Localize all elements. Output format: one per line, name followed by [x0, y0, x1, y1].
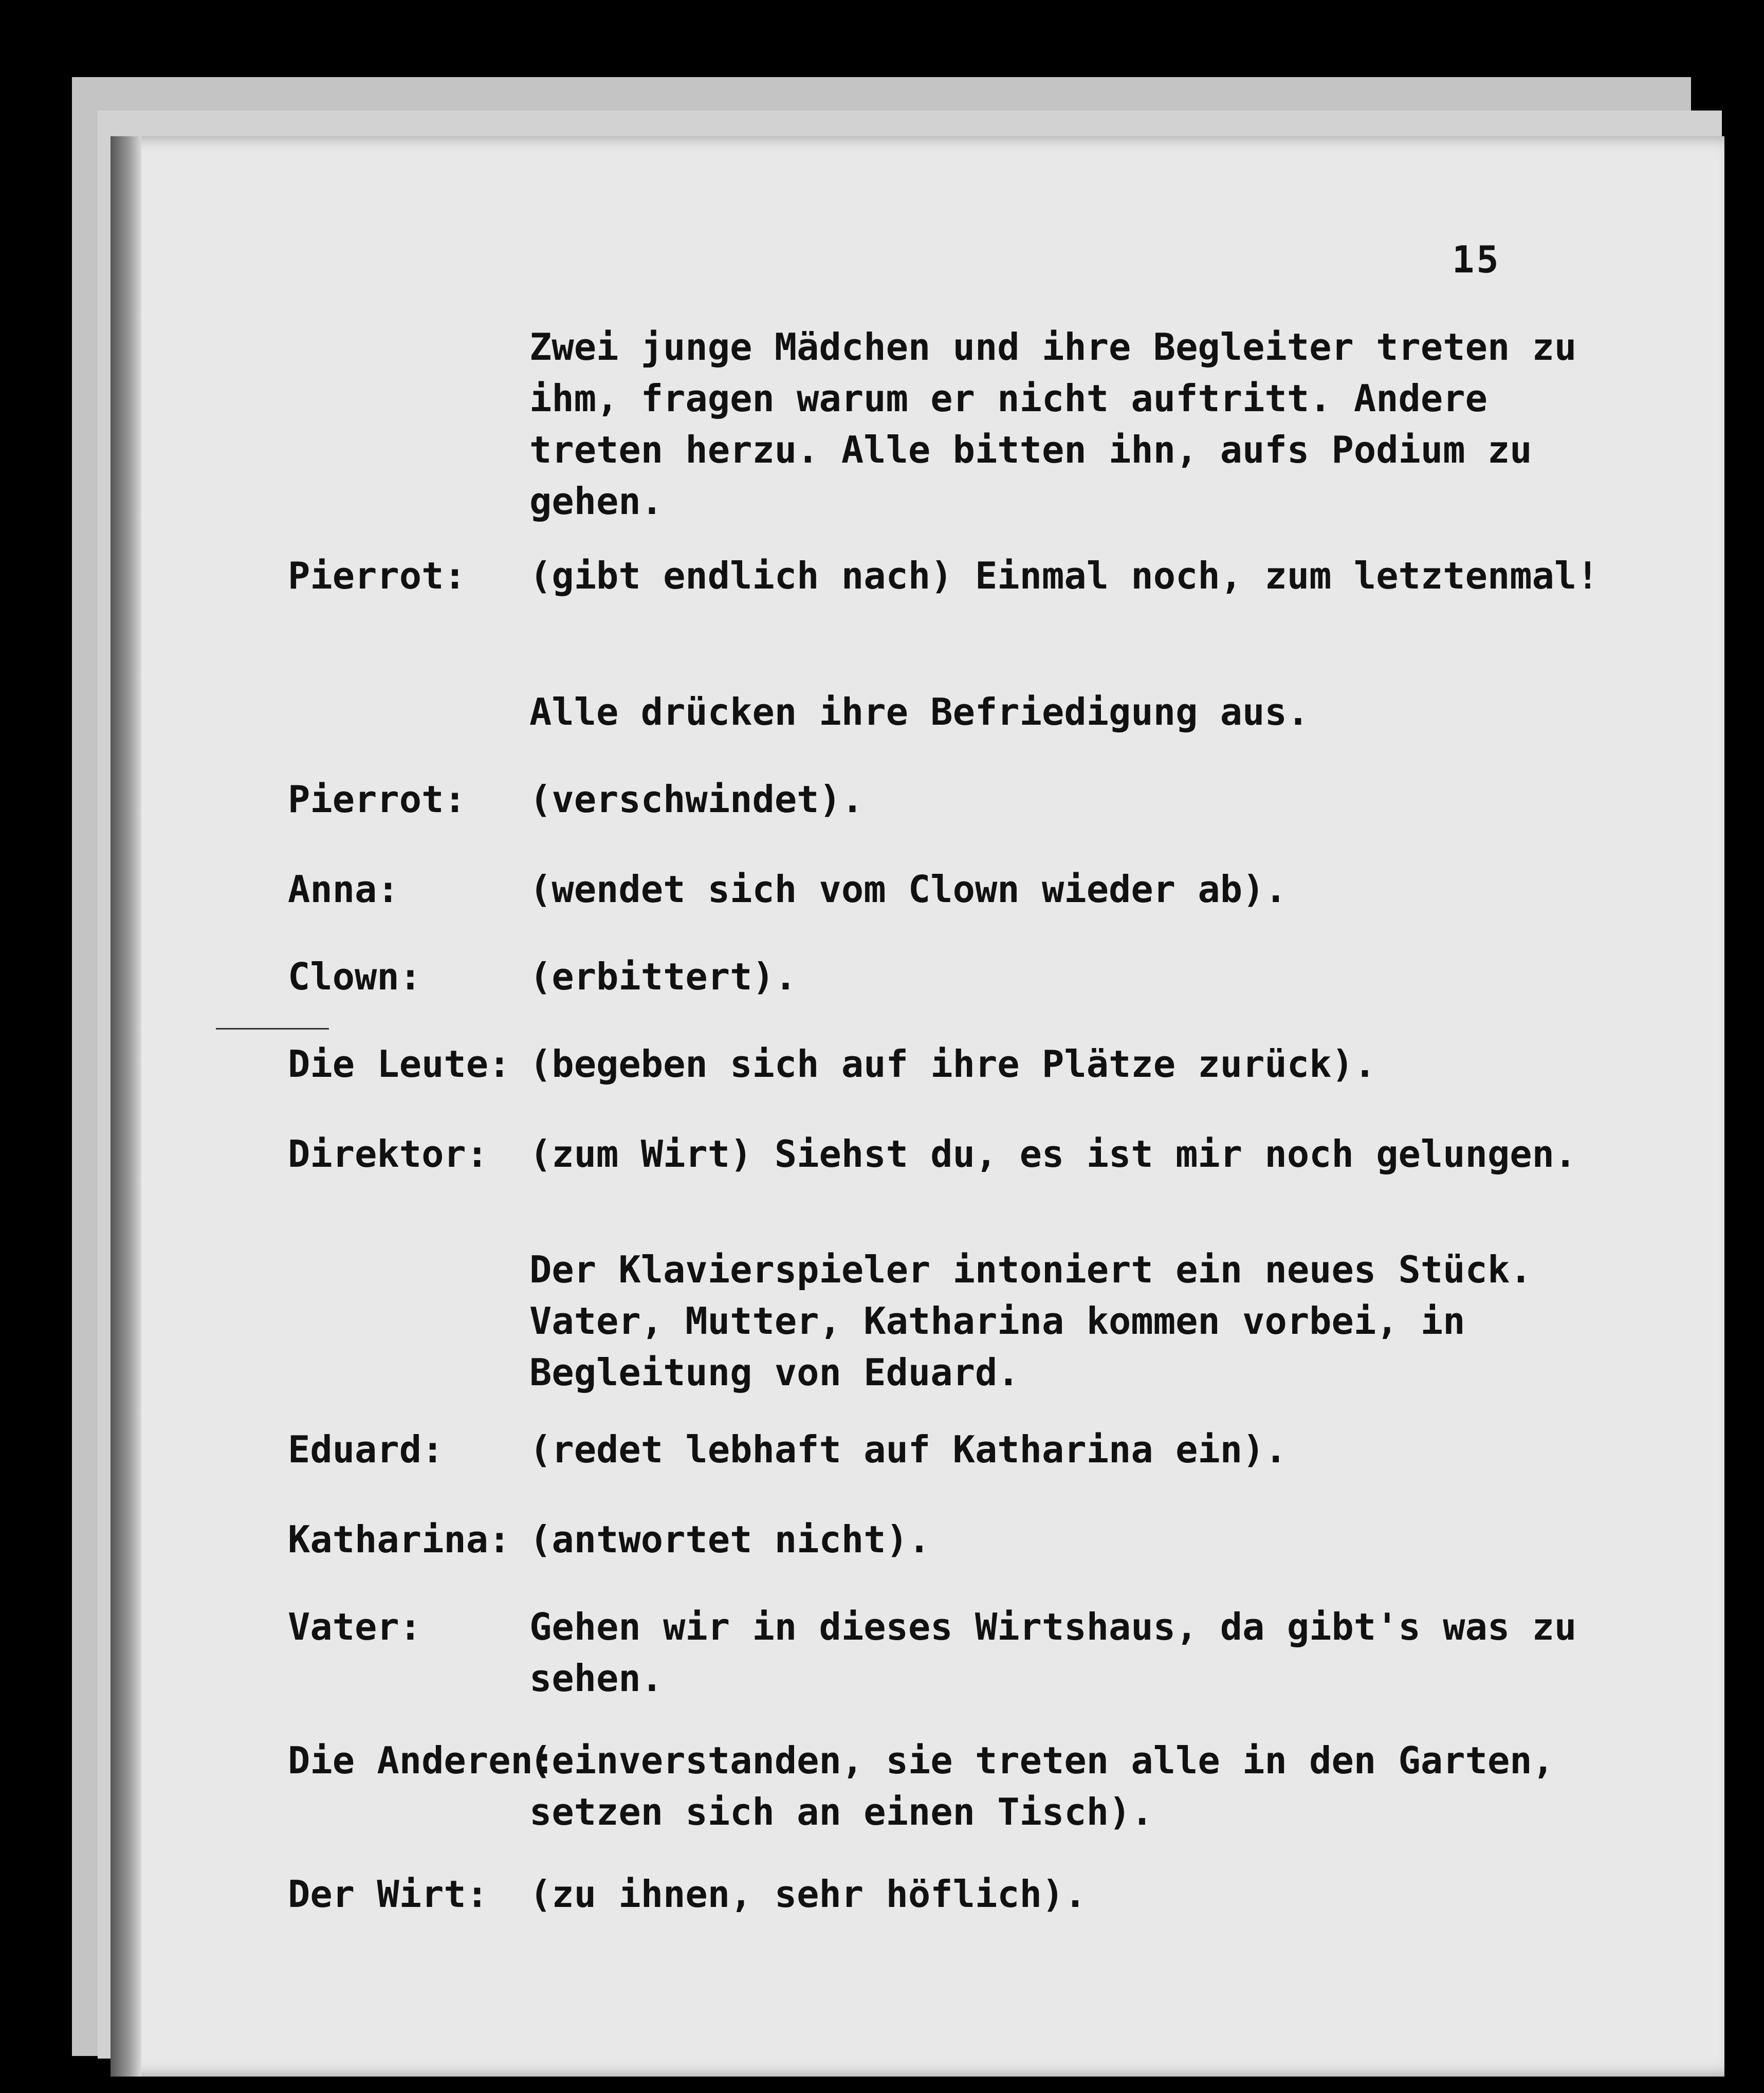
speaker-label: Die Anderen:: [288, 1739, 556, 1782]
dialogue-line: (einverstanden, sie treten alle in den Garten, setzen sich an einen Tisch).: [529, 1739, 1577, 1833]
dialogue-line: (erbittert).: [529, 955, 797, 998]
dialogue-line: (verschwindet).: [529, 778, 864, 821]
speaker-label: Der Wirt:: [288, 1872, 489, 1916]
stage-direction: Der Klavierspieler intoniert ein neues Stück. Vater, Mutter, Katharina kommen vorbei, in Begleitung von Eduard.: [529, 1248, 1555, 1394]
speaker-label: Anna:: [288, 868, 399, 911]
page-binding-edge: [111, 136, 141, 2077]
dialogue-line: (zu ihnen, sehr höflich).: [529, 1872, 1087, 1916]
dialogue-line: (gibt endlich nach) Einmal noch, zum letztenmal!: [529, 554, 1599, 597]
dialogue-line: (redet lebhaft auf Katharina ein).: [529, 1428, 1287, 1471]
speaker-label: Eduard:: [288, 1428, 444, 1471]
dialogue-line: (zum Wirt) Siehst du, es ist mir noch gelungen.: [529, 1132, 1577, 1176]
speaker-label: Die Leute:: [288, 1042, 511, 1086]
dialogue-line: Gehen wir in dieses Wirtshaus, da gibt's was zu sehen.: [529, 1605, 1599, 1700]
page-number: 15: [1452, 238, 1501, 281]
dialogue-line: (wendet sich vom Clown wieder ab).: [529, 868, 1287, 911]
speaker-label: Clown:: [288, 955, 422, 998]
speaker-label: Direktor:: [288, 1132, 489, 1176]
speaker-label: Pierrot:: [288, 778, 466, 821]
stage-direction: Alle drücken ihre Befriedigung aus.: [529, 690, 1310, 733]
speaker-label: Pierrot:: [288, 554, 466, 597]
dialogue-line: (begeben sich auf ihre Plätze zurück).: [529, 1042, 1376, 1086]
dialogue-line: (antwortet nicht).: [529, 1518, 931, 1561]
stage-direction: Zwei junge Mädchen und ihre Begleiter treten zu ihm, fragen warum er nicht auftritt. Andere treten herzu. Alle bitten ihn, aufs Podium zu gehen.: [529, 325, 1599, 523]
pencil-mark: [216, 1028, 329, 1030]
speaker-label: Vater:: [288, 1605, 422, 1648]
speaker-label: Katharina:: [288, 1518, 511, 1561]
